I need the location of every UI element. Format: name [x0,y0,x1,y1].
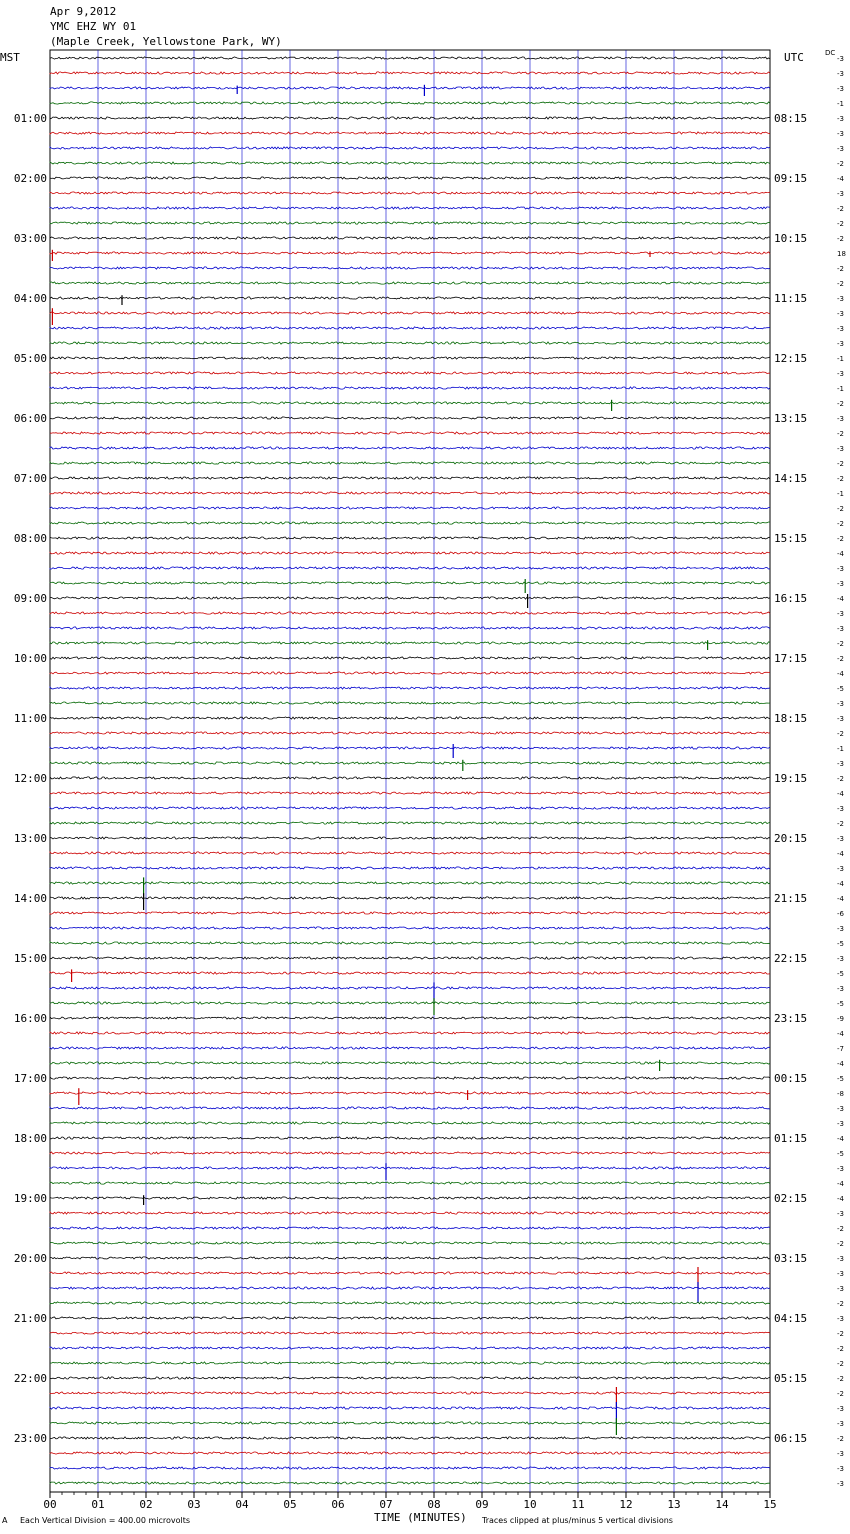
right-timezone-label: UTC [784,51,804,64]
dc-offset-label: -3 [837,1105,844,1113]
utc-hour-label: 02:15 [774,1192,808,1205]
dc-offset-label: -3 [837,370,844,378]
dc-offset-label: -3 [837,130,844,138]
trace-43 [50,687,770,689]
trace-27 [50,447,770,449]
trace-60 [50,942,770,944]
dc-offset-label: -1 [837,490,844,498]
dc-offset-label: -2 [837,1240,844,1248]
scale-note: Each Vertical Division = 400.00 microvolts [20,1516,191,1525]
dc-offset-label: -2 [837,160,844,168]
trace-29 [50,477,770,479]
x-tick-label: 00 [43,1498,57,1511]
clip-note: Traces clipped at plus/minus 5 vertical divisions [482,1516,673,1525]
dc-offset-label: -3 [837,1165,844,1173]
dc-offset-label: -3 [837,1465,844,1473]
dc-offset-label: -2 [837,400,844,408]
dc-offset-label: -3 [837,1270,844,1278]
trace-81 [50,1257,770,1259]
dc-offset-label: -2 [837,1360,844,1368]
trace-83 [50,1287,770,1289]
x-tick-label: 07 [379,1498,393,1511]
trace-31 [50,507,770,509]
trace-91 [50,1407,770,1409]
header-station: YMC EHZ WY 01 [50,20,137,33]
dc-offset-label: -2 [837,1390,844,1398]
utc-hour-label: 11:15 [774,292,808,305]
dc-offset-label: -2 [837,475,844,483]
trace-87 [50,1347,770,1349]
utc-hour-label: 12:15 [774,352,808,365]
dc-offset-label: -3 [837,565,844,573]
trace-42 [50,672,770,674]
trace-95 [50,1467,770,1469]
dc-offset-label: -1 [837,385,844,393]
trace-63 [50,987,770,989]
trace-65 [50,1017,770,1019]
dc-offset-label: -2 [837,235,844,243]
dc-offset-label: -7 [837,1045,844,1053]
dc-offset-label: -2 [837,1375,844,1383]
dc-offset-label: -3 [837,835,844,843]
trace-16 [50,282,770,284]
mst-hour-label: 18:00 [13,1132,47,1145]
utc-hour-label: 20:15 [774,832,808,845]
utc-hour-label: 05:15 [774,1372,808,1385]
trace-36 [50,582,770,584]
trace-49 [50,777,770,779]
trace-89 [50,1377,770,1379]
dc-offset-label: -3 [837,190,844,198]
trace-68 [50,1062,770,1064]
footer-mark: A [2,1516,8,1525]
trace-46 [50,732,770,734]
trace-4 [50,102,770,104]
trace-52 [50,822,770,824]
trace-55 [50,867,770,869]
dc-offset-label: -3 [837,955,844,963]
mst-hour-label: 13:00 [13,832,47,845]
dc-offset-label: -5 [837,970,844,978]
trace-51 [50,807,770,809]
utc-hour-label: 23:15 [774,1012,808,1025]
dc-offset-label: -4 [837,670,844,678]
utc-hour-label: 17:15 [774,652,808,665]
x-tick-label: 11 [571,1498,585,1511]
dc-offset-label: -3 [837,325,844,333]
trace-74 [50,1152,770,1154]
mst-hour-label: 05:00 [13,352,47,365]
dc-offset-label: -4 [837,850,844,858]
trace-85 [50,1317,770,1319]
trace-76 [50,1182,770,1184]
dc-offset-label: -3 [837,55,844,63]
dc-offset-label: -2 [837,520,844,528]
dc-offset-label: -3 [837,295,844,303]
mst-hour-label: 12:00 [13,772,47,785]
x-tick-label: 10 [523,1498,537,1511]
trace-94 [50,1452,770,1454]
dc-offset-label: -2 [837,265,844,273]
trace-10 [50,192,770,194]
dc-offset-label: -2 [837,1225,844,1233]
dc-offset-label: -3 [837,1285,844,1293]
dc-offset-label: -2 [837,460,844,468]
dc-offset-label: -2 [837,775,844,783]
dc-offset-label: -3 [837,925,844,933]
trace-62 [50,972,770,974]
trace-39 [50,627,770,629]
dc-offset-label: -4 [837,1180,844,1188]
trace-9 [50,177,770,179]
x-tick-label: 02 [139,1498,153,1511]
trace-44 [50,702,770,704]
dc-offset-label: -2 [837,505,844,513]
trace-58 [50,912,770,914]
dc-offset-label: -1 [837,100,844,108]
utc-hour-label: 16:15 [774,592,808,605]
utc-hour-label: 14:15 [774,472,808,485]
trace-20 [50,342,770,344]
trace-30 [50,492,770,494]
trace-69 [50,1077,770,1079]
dc-offset-label: -9 [837,1015,844,1023]
x-tick-label: 13 [667,1498,681,1511]
dc-offset-label: -5 [837,1150,844,1158]
dc-offset-label: -3 [837,1405,844,1413]
dc-offset-label: -2 [837,1435,844,1443]
utc-hour-label: 19:15 [774,772,808,785]
dc-offset-label: -3 [837,610,844,618]
trace-78 [50,1212,770,1214]
trace-61 [50,957,770,959]
mst-hour-label: 04:00 [13,292,47,305]
trace-82 [50,1272,770,1274]
dc-offset-label: -2 [837,820,844,828]
trace-80 [50,1242,770,1244]
trace-15 [50,267,770,269]
trace-57 [50,897,770,899]
trace-35 [50,567,770,569]
dc-offset-label: -2 [837,655,844,663]
utc-hour-label: 06:15 [774,1432,808,1445]
dc-offset-label: -5 [837,940,844,948]
trace-7 [50,147,770,149]
dc-offset-label: -8 [837,1090,844,1098]
dc-offset-label: -2 [837,220,844,228]
utc-hour-label: 03:15 [774,1252,808,1265]
dc-offset-label: -4 [837,895,844,903]
trace-56 [50,882,770,884]
header-location: (Maple Creek, Yellowstone Park, WY) [50,35,282,48]
trace-67 [50,1047,770,1049]
trace-48 [50,762,770,764]
mst-hour-label: 08:00 [13,532,47,545]
utc-hour-label: 18:15 [774,712,808,725]
mst-hour-label: 17:00 [13,1072,47,1085]
utc-hour-label: 21:15 [774,892,808,905]
trace-34 [50,552,770,554]
utc-hour-label: 15:15 [774,532,808,545]
trace-45 [50,717,770,719]
trace-33 [50,537,770,539]
dc-offset-label: -2 [837,205,844,213]
dc-offset-label: -4 [837,175,844,183]
dc-offset-label: -4 [837,1060,844,1068]
mst-hour-label: 06:00 [13,412,47,425]
dc-offset-label: -3 [837,1420,844,1428]
x-tick-label: 03 [187,1498,201,1511]
mst-hour-label: 03:00 [13,232,47,245]
mst-hour-label: 10:00 [13,652,47,665]
dc-offset-label: -2 [837,640,844,648]
dc-offset-label: -3 [837,580,844,588]
x-axis-title: TIME (MINUTES) [374,1511,467,1524]
trace-84 [50,1302,770,1304]
x-tick-label: 04 [235,1498,249,1511]
mst-hour-label: 20:00 [13,1252,47,1265]
dc-offset-label: -3 [837,805,844,813]
dc-offset-label: -3 [837,1255,844,1263]
mst-hour-label: 09:00 [13,592,47,605]
trace-8 [50,162,770,164]
dc-offset-label: -3 [837,625,844,633]
dc-offset-label: -2 [837,430,844,438]
dc-offset-label: -3 [837,1210,844,1218]
x-tick-label: 05 [283,1498,297,1511]
dc-offset-label: -3 [837,985,844,993]
dc-offset-label: -2 [837,1330,844,1338]
trace-40 [50,642,770,644]
trace-41 [50,657,770,659]
dc-offset-label: -4 [837,595,844,603]
mst-hour-label: 23:00 [13,1432,47,1445]
trace-54 [50,852,770,854]
trace-79 [50,1227,770,1229]
trace-17 [50,297,770,299]
trace-12 [50,222,770,224]
utc-hour-label: 01:15 [774,1132,808,1145]
trace-23 [50,387,770,389]
dc-offset-label: -3 [837,1450,844,1458]
trace-25 [50,417,770,419]
mst-hour-label: 16:00 [13,1012,47,1025]
dc-offset-label: -2 [837,1300,844,1308]
x-tick-label: 08 [427,1498,441,1511]
x-tick-label: 14 [715,1498,729,1511]
mst-hour-label: 07:00 [13,472,47,485]
dc-offset-label: -2 [837,535,844,543]
trace-13 [50,237,770,239]
dc-offset-label: -3 [837,1480,844,1488]
trace-66 [50,1032,770,1034]
mst-hour-label: 19:00 [13,1192,47,1205]
trace-93 [50,1437,770,1439]
x-tick-label: 06 [331,1498,345,1511]
trace-88 [50,1362,770,1364]
utc-hour-label: 22:15 [774,952,808,965]
dc-offset-label: -3 [837,700,844,708]
trace-75 [50,1167,770,1169]
x-tick-label: 15 [763,1498,777,1511]
trace-47 [50,747,770,749]
trace-53 [50,837,770,839]
trace-5 [50,117,770,119]
trace-71 [50,1107,770,1109]
dc-offset-label: -4 [837,1135,844,1143]
trace-21 [50,357,770,359]
dc-offset-label: -4 [837,880,844,888]
utc-hour-label: 09:15 [774,172,808,185]
mst-hour-label: 14:00 [13,892,47,905]
dc-offset-label: -5 [837,685,844,693]
utc-hour-label: 08:15 [774,112,808,125]
dc-offset-label: -5 [837,1000,844,1008]
trace-14 [50,252,770,254]
dc-offset-label: -3 [837,115,844,123]
dc-offset-label: -6 [837,910,844,918]
dc-offset-label: -4 [837,790,844,798]
dc-offset-label: -1 [837,355,844,363]
dc-offset-label: -4 [837,1195,844,1203]
mst-hour-label: 22:00 [13,1372,47,1385]
trace-3 [50,87,770,89]
dc-offset-label: -4 [837,550,844,558]
dc-offset-label: -3 [837,310,844,318]
x-tick-label: 12 [619,1498,633,1511]
trace-32 [50,522,770,524]
trace-11 [50,207,770,209]
x-tick-label: 01 [91,1498,105,1511]
dc-offset-label: -5 [837,1075,844,1083]
trace-70 [50,1092,770,1094]
dc-offset-label: -2 [837,730,844,738]
dc-label: DC [825,49,836,57]
dc-offset-label: -3 [837,865,844,873]
dc-offset-label: -4 [837,1030,844,1038]
dc-offset-label: -3 [837,145,844,153]
dc-offset-label: -3 [837,715,844,723]
trace-59 [50,927,770,929]
trace-1 [50,57,770,59]
trace-64 [50,1002,770,1004]
mst-hour-label: 01:00 [13,112,47,125]
trace-24 [50,402,770,404]
trace-37 [50,597,770,599]
dc-offset-label: -2 [837,1345,844,1353]
trace-2 [50,72,770,74]
dc-offset-label: -3 [837,1120,844,1128]
dc-offset-label: -3 [837,415,844,423]
trace-6 [50,132,770,134]
dc-offset-label: -3 [837,70,844,78]
mst-hour-label: 21:00 [13,1312,47,1325]
utc-hour-label: 10:15 [774,232,808,245]
utc-hour-label: 13:15 [774,412,808,425]
mst-hour-label: 15:00 [13,952,47,965]
dc-offset-label: -1 [837,745,844,753]
dc-offset-label: -3 [837,445,844,453]
trace-50 [50,792,770,794]
trace-86 [50,1332,770,1334]
trace-96 [50,1482,770,1484]
trace-90 [50,1392,770,1394]
dc-offset-label: -3 [837,340,844,348]
trace-19 [50,327,770,329]
dc-offset-label: 18 [837,250,846,258]
trace-22 [50,372,770,374]
dc-offset-label: -3 [837,85,844,93]
trace-92 [50,1422,770,1424]
trace-72 [50,1122,770,1124]
trace-73 [50,1137,770,1139]
trace-26 [50,432,770,434]
left-timezone-label: MST [0,51,20,64]
x-tick-label: 09 [475,1498,489,1511]
utc-hour-label: 04:15 [774,1312,808,1325]
trace-28 [50,462,770,464]
header-date: Apr 9,2012 [50,5,117,18]
plot-frame [50,50,770,1492]
mst-hour-label: 02:00 [13,172,47,185]
trace-38 [50,612,770,614]
mst-hour-label: 11:00 [13,712,47,725]
dc-offset-label: -3 [837,1315,844,1323]
dc-offset-label: -3 [837,760,844,768]
utc-hour-label: 00:15 [774,1072,808,1085]
trace-77 [50,1197,770,1199]
dc-offset-label: -2 [837,280,844,288]
trace-18 [50,312,770,314]
